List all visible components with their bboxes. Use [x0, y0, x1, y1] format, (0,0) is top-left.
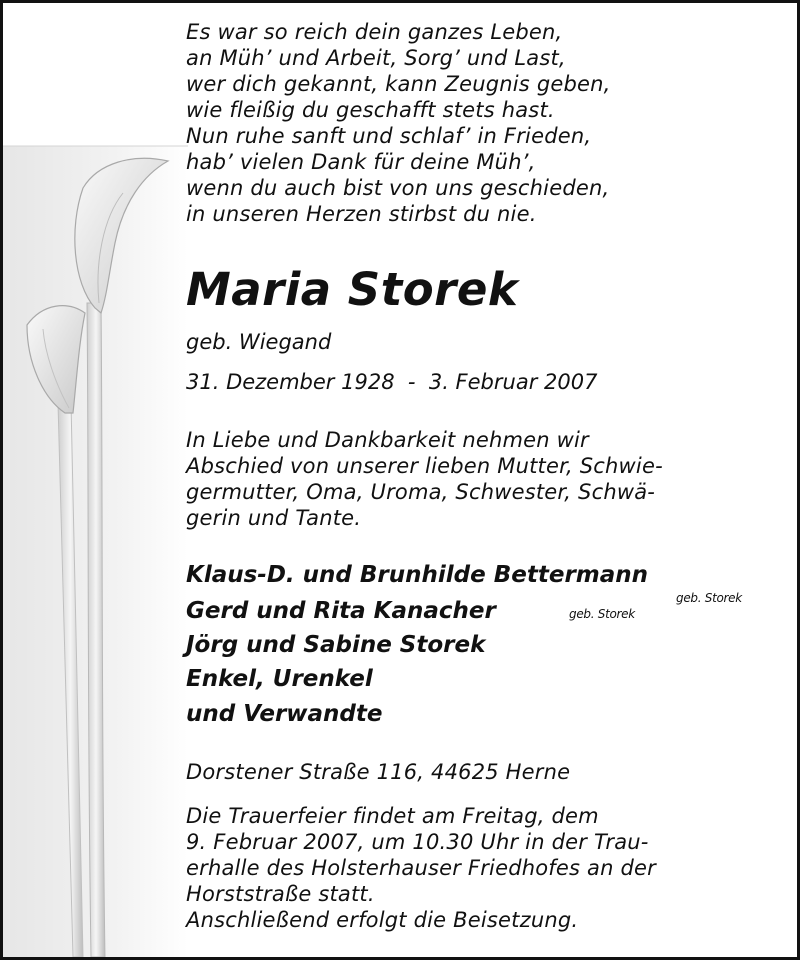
poem-line: wer dich gekannt, kann Zeugnis geben, [186, 72, 611, 96]
poem-line: wenn du auch bist von uns geschieden, [186, 176, 610, 200]
mourner-line: Klaus-D. und Brunhilde Bettermann [186, 562, 649, 588]
life-dates: 31. Dezember 1928 - 3. Februar 2007 [186, 370, 598, 394]
service-line: Horststraße statt. [186, 882, 375, 906]
calla-lily-illustration [3, 3, 188, 957]
mourner-line: Jörg und Sabine Storek [186, 632, 486, 658]
service-line: erhalle des Holsterhauser Friedhofes an der [186, 856, 656, 880]
poem-line: an Müh’ und Arbeit, Sorg’ und Last, [186, 46, 566, 70]
maiden-note: geb. Storek [569, 607, 635, 621]
maiden-note: geb. Storek [676, 591, 742, 605]
farewell-line: Abschied von unserer lieben Mutter, Schwie- [186, 454, 663, 478]
poem-line: Nun ruhe sanft und schlaf’ in Frieden, [186, 124, 592, 148]
maiden-name: geb. Wiegand [186, 330, 332, 354]
farewell-line: In Liebe und Dankbarkeit nehmen wir [186, 428, 589, 452]
farewell-line: germutter, Oma, Uroma, Schwester, Schwä- [186, 480, 656, 504]
address: Dorstener Straße 116, 44625 Herne [186, 760, 571, 784]
service-line: Die Trauerfeier findet am Freitag, dem [186, 804, 599, 828]
service-line: 9. Februar 2007, um 10.30 Uhr in der Trau- [186, 830, 649, 854]
deceased-name: Maria Storek [186, 263, 519, 316]
poem-line: in unseren Herzen stirbst du nie. [186, 202, 537, 226]
service-line: Anschließend erfolgt die Beisetzung. [186, 908, 579, 932]
farewell-line: gerin und Tante. [186, 506, 362, 530]
poem-line: wie fleißig du geschafft stets hast. [186, 98, 555, 122]
mourner-line: und Verwandte [186, 701, 383, 727]
mourner-line: Gerd und Rita Kanacher [186, 598, 496, 624]
poem-line: Es war so reich dein ganzes Leben, [186, 20, 563, 44]
mourner-line: Enkel, Urenkel [186, 666, 373, 692]
poem-line: hab’ vielen Dank für deine Müh’, [186, 150, 536, 174]
